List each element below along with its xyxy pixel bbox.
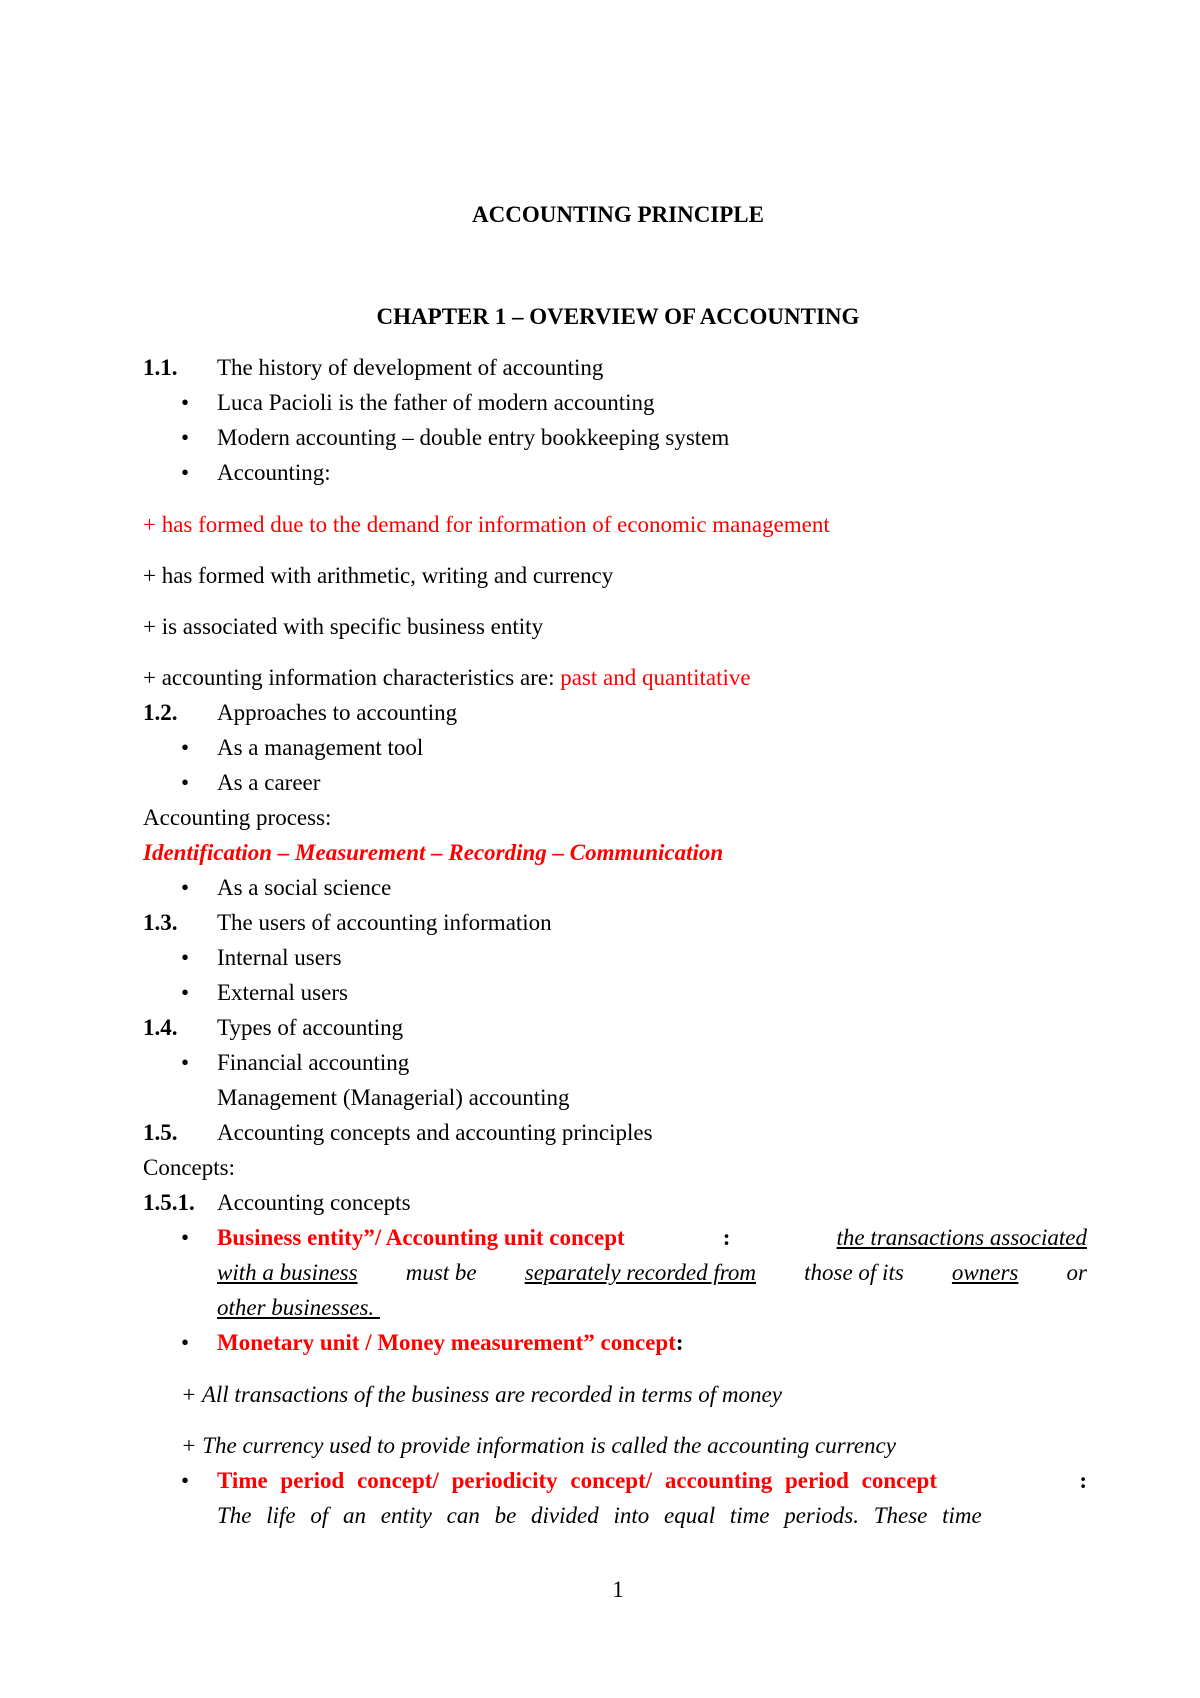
bullet-icon: •	[181, 425, 190, 450]
definition-fragment: or	[1066, 1260, 1087, 1285]
section-number-1-5: 1.5.	[143, 1120, 178, 1145]
section-heading-1-2: Approaches to accounting	[217, 700, 458, 725]
section-heading-1-1: The history of development of accounting	[217, 355, 604, 380]
definition-fragment: with a business	[217, 1260, 358, 1285]
bullet-icon: •	[181, 945, 190, 970]
plus-line: + has formed with arithmetic, writing and currency	[143, 563, 614, 588]
definition-fragment: those of its	[804, 1260, 904, 1285]
chapter-heading: CHAPTER 1 – OVERVIEW OF ACCOUNTING	[376, 304, 860, 329]
bullet-icon: •	[181, 1225, 190, 1250]
list-item: External users	[217, 980, 348, 1005]
document-title: ACCOUNTING PRINCIPLE	[472, 202, 764, 227]
business-entity-line-1	[217, 1226, 1087, 1249]
bullet-icon: •	[181, 980, 190, 1005]
business-entity-line-2	[217, 1261, 1087, 1284]
subsection-number-1-5-1: 1.5.1.	[143, 1190, 195, 1215]
concept-definition: the transactions associated	[836, 1225, 1087, 1250]
plus-line: + All transactions of the business are recorded in terms of money	[181, 1382, 782, 1407]
list-item: Financial accounting	[217, 1050, 410, 1075]
section-number-1-3: 1.3.	[143, 910, 178, 935]
list-item: Accounting:	[217, 460, 331, 485]
section-number-1-4: 1.4.	[143, 1015, 178, 1040]
definition-fragment: must be	[405, 1260, 477, 1285]
bullet-icon: •	[181, 1330, 190, 1355]
list-item: Management (Managerial) accounting	[217, 1085, 570, 1110]
section-number-1-1: 1.1.	[143, 355, 178, 380]
plus-line: + The currency used to provide information is called the accounting currency	[181, 1433, 896, 1458]
section-heading-1-3: The users of accounting information	[217, 910, 552, 935]
concept-colon: :	[722, 1225, 731, 1250]
definition-fragment: owners	[951, 1260, 1019, 1285]
list-item: As a management tool	[217, 735, 424, 760]
concept-colon: :	[1079, 1468, 1087, 1493]
bullet-icon: •	[181, 770, 190, 795]
concept-label: Monetary unit / Money measurement” concept	[217, 1330, 676, 1355]
section-heading-1-5: Accounting concepts and accounting principles	[217, 1120, 653, 1145]
plus-line: + is associated with specific business entity	[143, 614, 544, 639]
process-label: Accounting process:	[143, 805, 332, 830]
plus-line-prefix: + accounting information characteristics are:	[143, 665, 561, 690]
time-period-definition: The life of an entity can be divided into equal time periods. These time	[217, 1503, 982, 1528]
section-heading-1-4: Types of accounting	[217, 1015, 404, 1040]
bullet-icon: •	[181, 735, 190, 760]
concepts-label: Concepts:	[143, 1155, 235, 1180]
bullet-icon: •	[181, 460, 190, 485]
bullet-icon: •	[181, 875, 190, 900]
concept-colon: :	[675, 1330, 684, 1355]
business-entity-line-3: other businesses.	[217, 1295, 380, 1320]
concept-label: Time period concept/ periodicity concept/ accounting period concept	[217, 1468, 937, 1493]
list-item: As a social science	[217, 875, 392, 900]
bullet-icon: •	[181, 1468, 190, 1493]
bullet-icon: •	[181, 390, 190, 415]
bullet-icon: •	[181, 1050, 190, 1075]
list-item: As a career	[217, 770, 321, 795]
process-steps: Identification – Measurement – Recording – Communication	[143, 840, 724, 865]
plus-line-red: + has formed due to the demand for information of economic management	[143, 512, 830, 537]
plus-line	[143, 666, 751, 689]
concept-label: Business entity”/ Accounting unit concept	[217, 1225, 625, 1250]
highlight-text: past and quantitative	[560, 665, 751, 690]
time-period-heading	[217, 1469, 1087, 1492]
list-item: Modern accounting – double entry bookkeeping system	[217, 425, 730, 450]
definition-fragment: separately recorded from	[524, 1260, 756, 1285]
section-number-1-2: 1.2.	[143, 700, 178, 725]
subsection-heading-1-5-1: Accounting concepts	[217, 1190, 411, 1215]
list-item: Luca Pacioli is the father of modern accounting	[217, 390, 655, 415]
page-number: 1	[612, 1577, 624, 1602]
monetary-unit-heading	[217, 1331, 684, 1354]
list-item: Internal users	[217, 945, 342, 970]
